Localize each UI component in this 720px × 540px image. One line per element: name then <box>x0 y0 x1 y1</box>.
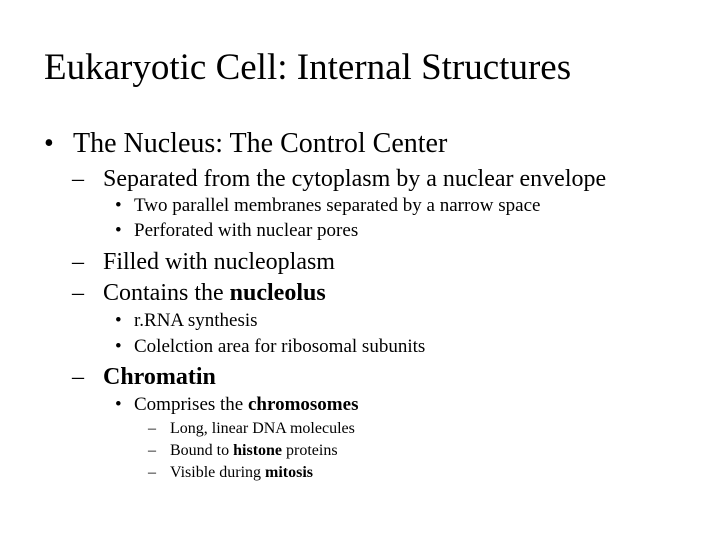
term-mitosis: mitosis <box>265 464 314 481</box>
detail-histone <box>148 441 338 461</box>
point-text: r.RNA synthesis <box>134 310 258 331</box>
bullet-marker: • <box>115 336 122 357</box>
dash-marker: – <box>148 420 156 437</box>
point-chromosomes <box>115 394 359 416</box>
dash-marker: – <box>72 249 84 275</box>
point-text: Two parallel membranes separated by a narrow space <box>134 195 541 216</box>
subbullet-chromatin <box>72 363 216 391</box>
detail-dna-molecules <box>148 419 355 439</box>
subbullet-nucleoplasm <box>72 248 335 276</box>
point-parallel-membranes <box>115 195 541 217</box>
detail-text: Long, linear DNA molecules <box>170 420 355 437</box>
point-collection-area <box>115 336 426 358</box>
bullet-marker: • <box>115 220 122 241</box>
dash-marker: – <box>72 364 84 390</box>
bullet-text: The Nucleus: The Control Center <box>73 128 448 159</box>
subbullet-text: Filled with nucleoplasm <box>103 249 335 275</box>
dash-marker: – <box>72 166 84 192</box>
detail-text-suffix: proteins <box>282 442 338 459</box>
bullet-marker: • <box>115 195 122 216</box>
subbullet-text-prefix: Contains the <box>103 280 230 306</box>
detail-text-prefix: Bound to <box>170 442 234 459</box>
term-chromatin: Chromatin <box>103 364 216 390</box>
dash-marker: – <box>72 280 84 306</box>
bullet-marker: • <box>115 310 122 331</box>
detail-mitosis <box>148 463 314 483</box>
detail-text-prefix: Visible during <box>170 464 266 481</box>
subbullet-nucleolus <box>72 279 326 307</box>
point-nuclear-pores <box>115 220 359 242</box>
dash-marker: – <box>148 442 156 459</box>
point-text-prefix: Comprises the <box>134 394 248 415</box>
subbullet-nuclear-envelope <box>72 165 607 193</box>
bullet-nucleus <box>44 128 448 160</box>
bullet-marker: • <box>115 394 122 415</box>
slide-title: Eukaryotic Cell: Internal Structures <box>44 47 572 88</box>
point-text: Perforated with nuclear pores <box>134 220 359 241</box>
term-histone: histone <box>233 442 283 459</box>
point-rrna-synthesis <box>115 310 258 332</box>
point-text: Colelction area for ribosomal subunits <box>134 336 426 357</box>
subbullet-text: Separated from the cytoplasm by a nuclear envelope <box>103 166 607 192</box>
term-nucleolus: nucleolus <box>229 280 326 306</box>
bullet-marker: • <box>44 128 54 159</box>
term-chromosomes: chromosomes <box>248 394 359 415</box>
dash-marker: – <box>148 464 156 481</box>
